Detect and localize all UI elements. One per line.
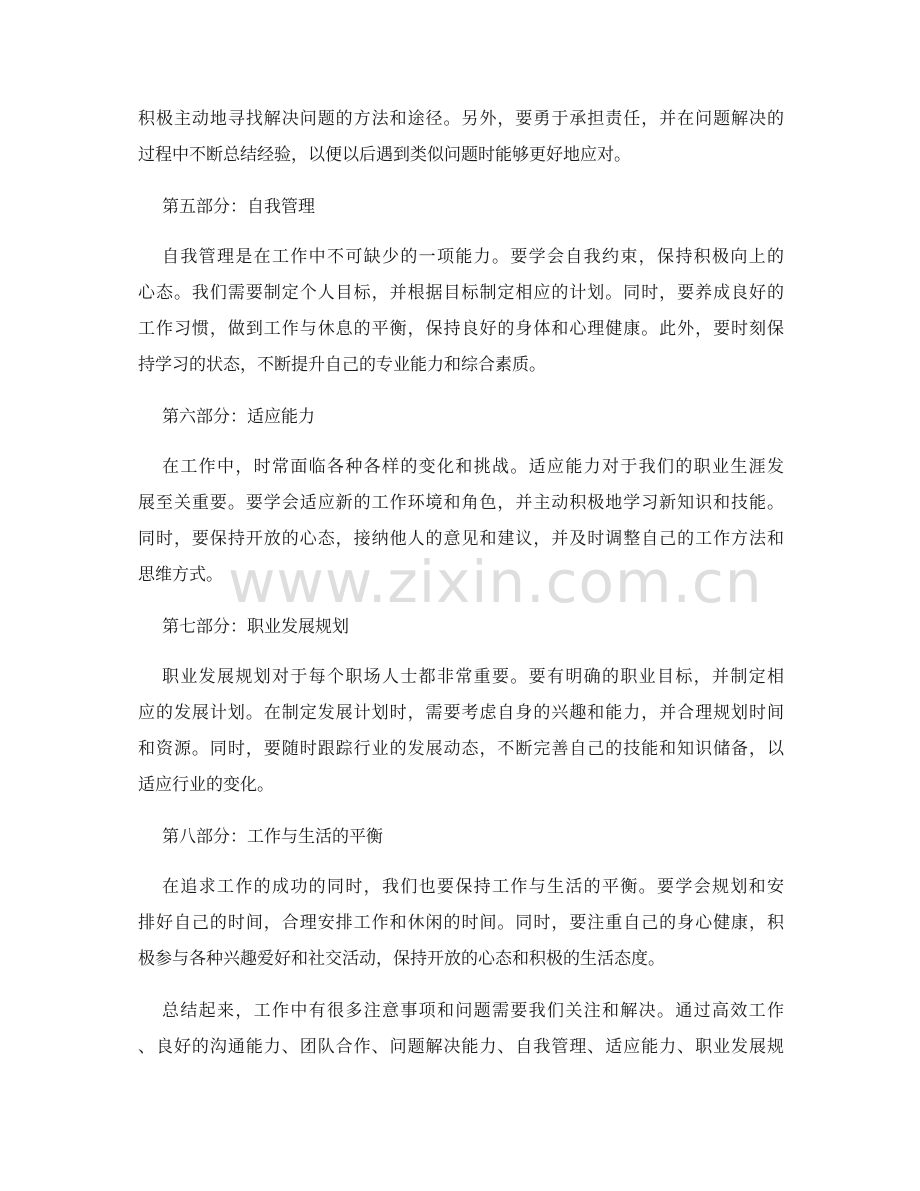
paragraph-line: 极参与各种兴趣爱好和社交活动，保持开放的心态和积极的生活态度。 [138,949,665,969]
paragraph-line: 和资源。同时，要随时跟踪行业的发展动态，不断完善自己的技能和知识储备，以 [138,739,784,759]
paragraph-line: 持学习的状态，不断提升自己的专业能力和综合素质。 [138,355,546,375]
paragraph-line: 职业发展规划对于每个职场人士都非常重要。要有明确的职业目标，并制定相 [162,667,784,687]
paragraph-line: 过程中不断总结经验，以便以后遇到类似问题时能够更好地应对。 [138,145,631,165]
paragraph-line: 心态。我们需要制定个人目标，并根据目标制定相应的计划。同时，要养成良好的 [138,283,784,303]
paragraph-line: 在工作中，时常面临各种各样的变化和挑战。适应能力对于我们的职业生涯发 [162,457,784,477]
paragraph-line: 总结起来，工作中有很多注意事项和问题需要我们关注和解决。通过高效工作 [162,1001,784,1021]
paragraph-line: 同时，要保持开放的心态，接纳他人的意见和建议，并及时调整自己的工作方法和 [138,529,784,549]
paragraph-line: 适应行业的变化。 [138,775,274,795]
watermark: www.zixin.com.cn [228,548,763,616]
paragraph-line: 排好自己的时间，合理安排工作和休闲的时间。同时，要注重自己的身心健康，积 [138,913,784,933]
paragraph-line: 在追求工作的成功的同时，我们也要保持工作与生活的平衡。要学会规划和安 [162,877,784,897]
paragraph-line: 积极主动地寻找解决问题的方法和途径。另外，要勇于承担责任，并在问题解决的 [138,109,784,129]
paragraph-line: 、良好的沟通能力、团队合作、问题解决能力、自我管理、适应能力、职业发展规 [138,1037,784,1057]
section-heading: 第五部分：自我管理 [162,197,315,217]
paragraph-line: 展至关重要。要学会适应新的工作环境和角色，并主动积极地学习新知识和技能。 [138,493,784,513]
section-heading: 第六部分：适应能力 [162,407,315,427]
paragraph-line: 思维方式。 [138,565,223,585]
paragraph-line: 应的发展计划。在制定发展计划时，需要考虑自身的兴趣和能力，并合理规划时间 [138,703,784,723]
section-heading: 第七部分：职业发展规划 [162,617,349,637]
paragraph-line: 自我管理是在工作中不可缺少的一项能力。要学会自我约束，保持积极向上的 [162,247,784,267]
section-heading: 第八部分：工作与生活的平衡 [162,827,383,847]
paragraph-line: 工作习惯，做到工作与休息的平衡，保持良好的身体和心理健康。此外，要时刻保 [138,319,784,339]
